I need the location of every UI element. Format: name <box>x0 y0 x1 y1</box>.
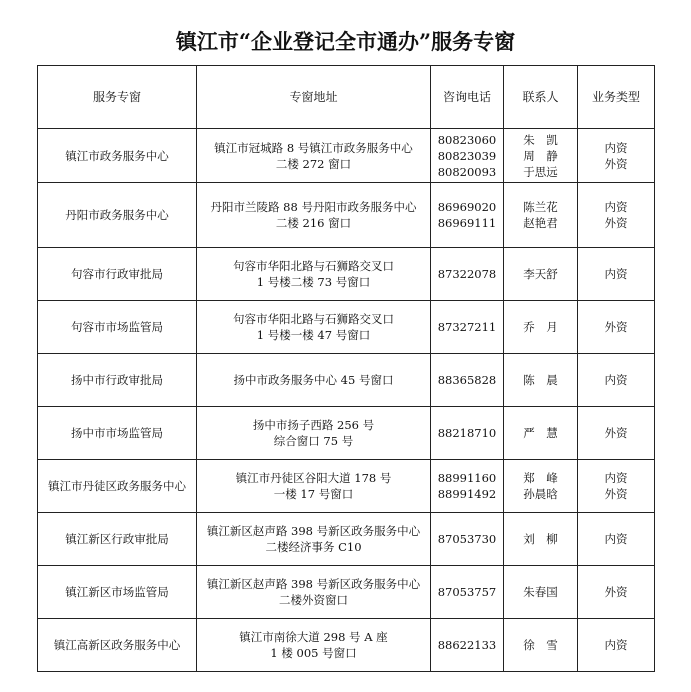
phone-cell: 87327211 <box>431 301 504 354</box>
address-cell: 扬中市政务服务中心 45 号窗口 <box>197 354 431 407</box>
header-address: 专窗地址 <box>197 66 431 129</box>
table-row <box>38 183 655 248</box>
phone-cell: 87053757 <box>431 566 504 619</box>
contact-cell: 朱 凯 周 静 于思远 <box>504 129 578 183</box>
table-row <box>38 619 655 672</box>
phone-cell: 88622133 <box>431 619 504 672</box>
address-cell: 句容市华阳北路与石狮路交叉口 1 号楼二楼 73 号窗口 <box>197 248 431 301</box>
address-cell: 扬中市扬子西路 256 号 综合窗口 75 号 <box>197 407 431 460</box>
service-window-name: 句容市行政审批局 <box>38 248 197 301</box>
address-cell: 丹阳市兰陵路 88 号丹阳市政务服务中心 二楼 216 窗口 <box>197 183 431 248</box>
page-title: 镇江市“企业登记全市通办”服务专窗 <box>175 29 516 54</box>
header-contact: 联系人 <box>504 66 578 129</box>
address-cell: 句容市华阳北路与石狮路交叉口 1 号楼一楼 47 号窗口 <box>197 301 431 354</box>
phone-cell: 87053730 <box>431 513 504 566</box>
contact-cell: 乔 月 <box>504 301 578 354</box>
contact-cell: 陈 晨 <box>504 354 578 407</box>
business-type-cell: 内资 外资 <box>578 129 655 183</box>
phone-cell: 80823060 80823039 80820093 <box>431 129 504 183</box>
phone-cell: 87322078 <box>431 248 504 301</box>
header-phone: 咨询电话 <box>431 66 504 129</box>
contact-cell: 李天舒 <box>504 248 578 301</box>
business-type-cell: 内资 外资 <box>578 460 655 513</box>
contact-cell: 严 慧 <box>504 407 578 460</box>
business-type-cell: 内资 <box>578 619 655 672</box>
table-row <box>38 301 655 354</box>
phone-cell: 88991160 88991492 <box>431 460 504 513</box>
header-service-window: 服务专窗 <box>38 66 197 129</box>
phone-cell: 88218710 <box>431 407 504 460</box>
service-window-name: 句容市市场监管局 <box>38 301 197 354</box>
service-window-name: 镇江市政务服务中心 <box>38 129 197 183</box>
address-cell: 镇江市丹徒区谷阳大道 178 号 一楼 17 号窗口 <box>197 460 431 513</box>
table-header-row <box>38 66 655 129</box>
business-type-cell: 外资 <box>578 301 655 354</box>
contact-cell: 郑 峰 孙晨晗 <box>504 460 578 513</box>
business-type-cell: 内资 <box>578 354 655 407</box>
service-window-name: 镇江新区市场监管局 <box>38 566 197 619</box>
table-row <box>38 460 655 513</box>
business-type-cell: 内资 外资 <box>578 183 655 248</box>
table-row <box>38 354 655 407</box>
phone-cell: 88365828 <box>431 354 504 407</box>
service-window-name: 扬中市市场监管局 <box>38 407 197 460</box>
table-row <box>38 513 655 566</box>
table-row <box>38 248 655 301</box>
header-business-type: 业务类型 <box>578 66 655 129</box>
service-window-name: 丹阳市政务服务中心 <box>38 183 197 248</box>
service-window-name: 镇江高新区政务服务中心 <box>38 619 197 672</box>
business-type-cell: 外资 <box>578 407 655 460</box>
contact-cell: 徐 雪 <box>504 619 578 672</box>
service-window-name: 镇江新区行政审批局 <box>38 513 197 566</box>
table-row <box>38 407 655 460</box>
business-type-cell: 内资 <box>578 513 655 566</box>
phone-cell: 86969020 86969111 <box>431 183 504 248</box>
address-cell: 镇江新区赵声路 398 号新区政务服务中心 二楼外资窗口 <box>197 566 431 619</box>
address-cell: 镇江市冠城路 8 号镇江市政务服务中心 二楼 272 窗口 <box>197 129 431 183</box>
address-cell: 镇江新区赵声路 398 号新区政务服务中心 二楼经济事务 C10 <box>197 513 431 566</box>
address-cell: 镇江市南徐大道 298 号 A 座 1 楼 005 号窗口 <box>197 619 431 672</box>
business-type-cell: 内资 <box>578 248 655 301</box>
table-row <box>38 129 655 183</box>
table-row <box>38 566 655 619</box>
service-window-name: 镇江市丹徒区政务服务中心 <box>38 460 197 513</box>
contact-cell: 刘 柳 <box>504 513 578 566</box>
contact-cell: 朱春国 <box>504 566 578 619</box>
service-window-name: 扬中市行政审批局 <box>38 354 197 407</box>
business-type-cell: 外资 <box>578 566 655 619</box>
service-window-table <box>37 65 655 672</box>
contact-cell: 陈兰花 赵艳君 <box>504 183 578 248</box>
